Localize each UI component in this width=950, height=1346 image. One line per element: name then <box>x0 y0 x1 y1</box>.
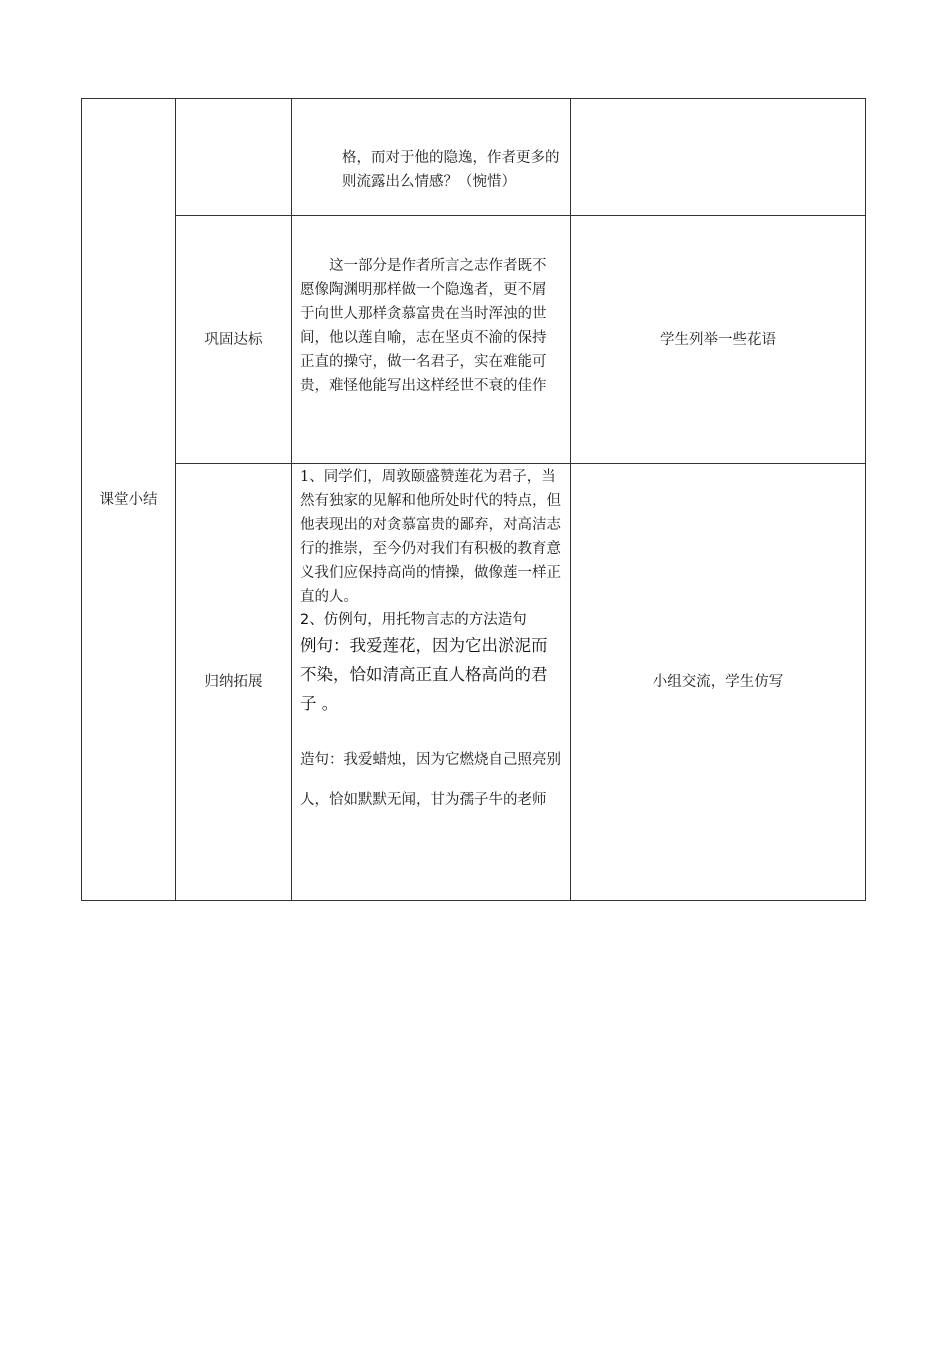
stage-cell-empty <box>176 99 292 216</box>
table-row <box>82 99 866 216</box>
section-cell <box>82 99 176 901</box>
content-paragraph-1: 1、同学们，周敦颐盛赞莲花为君子，当然有独家的见解和他所处时代的特点，但他表现出的对贪慕富贵的鄙弃，对高洁志行的推崇，至今仍对我们有积极的教育意义我们应保持高尚的情操，做像莲一样正直的人。 <box>300 469 561 605</box>
content-cell <box>292 464 571 901</box>
lesson-plan-table <box>81 98 866 901</box>
content-text: 这一部分是作者所言之志作者既不愿像陶渊明那样做一个隐逸者，更不屑于向世人那样贪慕富贵在当时浑浊的世间，他以莲自喻，志在坚贞不渝的保持正直的操守，做一名君子，实在难能可贵，难怪他能写出这样经世不衰的佳作 <box>300 258 547 394</box>
content-block <box>292 464 570 820</box>
spacer <box>300 718 562 740</box>
table-row <box>82 464 866 901</box>
student-sentence: 造句：我爱蜡烛，因为它燃烧自己照亮别人，恰如默默无闻，甘为孺子牛的老师 <box>300 752 561 808</box>
content-text: 格，而对于他的隐逸，作者更多的则流露出么情感？（惋惜） <box>342 150 560 190</box>
activity-cell <box>571 216 866 464</box>
section-label: 课堂小结 <box>99 491 158 508</box>
activity-label: 学生列举一些花语 <box>660 331 776 348</box>
table-row <box>82 216 866 464</box>
stage-cell <box>176 216 292 464</box>
stage-label: 巩固达标 <box>204 331 263 348</box>
exercise-title: 2、仿例句，用托物言志的方法造句 <box>300 612 527 628</box>
content-cell <box>292 216 571 464</box>
example-sentence: 例句：我爱莲花，因为它出淤泥而不染，恰如清高正直人格高尚的君子 。 <box>300 636 548 713</box>
activity-cell <box>571 99 866 216</box>
stage-label: 归纳拓展 <box>204 674 263 690</box>
content-cell <box>292 99 571 216</box>
activity-cell <box>571 464 866 901</box>
stage-cell <box>176 464 292 901</box>
activity-label: 小组交流，学生仿写 <box>652 674 784 690</box>
